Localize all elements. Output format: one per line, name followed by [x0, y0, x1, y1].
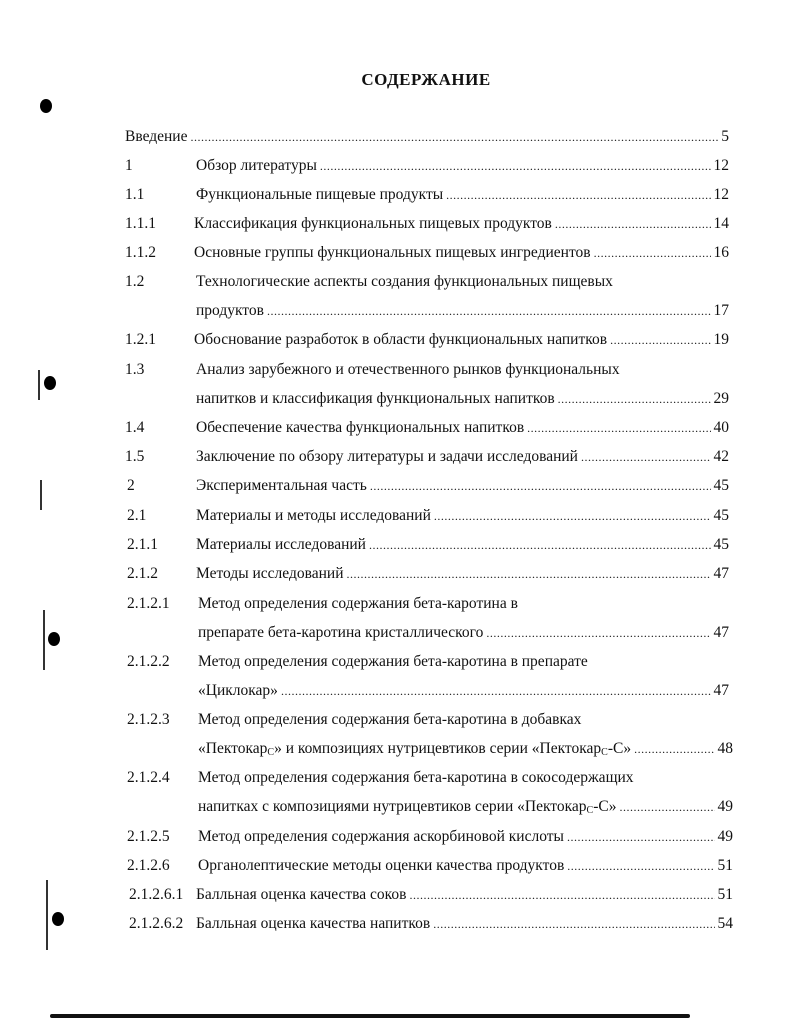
- toc-page-number: 29: [713, 390, 729, 407]
- toc-entry-title: Основные группы функциональных пищевых ингредиентов: [194, 244, 591, 261]
- toc-page-number: 17: [713, 302, 729, 319]
- toc-section-number: 2.1.2.3: [127, 711, 170, 728]
- dot-leader: [486, 622, 710, 644]
- toc-section-number: 1.1: [125, 186, 145, 203]
- toc-page-number: 47: [713, 624, 729, 641]
- dot-leader: [434, 505, 711, 527]
- toc-page-number: 16: [713, 244, 729, 261]
- toc-page-number: 12: [713, 157, 729, 174]
- toc-section-number: 2.1.2.6.2: [129, 915, 184, 932]
- toc-page-number: 45: [713, 507, 729, 524]
- dot-leader: [527, 417, 710, 439]
- toc-page-number: 54: [717, 915, 733, 932]
- toc-page-number: 42: [713, 448, 729, 465]
- toc-page-number: 5: [721, 128, 729, 145]
- dot-leader: [267, 300, 711, 322]
- toc-entry: [0, 563, 798, 585]
- toc-entry-title: Материалы исследований: [196, 536, 366, 553]
- toc-section-number: 2.1.2.4: [127, 769, 170, 786]
- toc-entry-title: «Циклокар»: [198, 682, 278, 699]
- toc-entry: [0, 855, 798, 877]
- toc-entry-title: Обоснование разработок в области функциональных напитков: [194, 331, 608, 348]
- scan-bottom-line: [50, 1014, 690, 1018]
- toc-entry-title: Метод определения содержания бета-каротина в препарате: [198, 653, 588, 670]
- toc-section-number: 2.1.2.5: [127, 828, 170, 845]
- dot-leader: [409, 884, 714, 906]
- toc-entry-title: Метод определения содержания бета-каротина в: [198, 595, 518, 612]
- toc-entry: [0, 242, 798, 264]
- toc-entry-continuation: [0, 388, 798, 410]
- toc-entry: [0, 417, 798, 439]
- toc-entry-title: Метод определения содержания бета-каротина в сокосодержащих: [198, 769, 634, 786]
- toc-page-number: 47: [713, 565, 729, 582]
- toc-entry-title: Заключение по обзору литературы и задачи исследований: [196, 448, 578, 465]
- toc-entry-continuation: [0, 738, 798, 760]
- toc-entry-title: Функциональные пищевые продукты: [196, 186, 444, 203]
- toc-section-number: 2.1.2.6: [127, 857, 170, 874]
- dot-leader: [619, 796, 714, 818]
- toc-entry: [0, 271, 798, 293]
- toc-page-number: 14: [713, 215, 729, 232]
- toc-section-number: 1.4: [125, 419, 145, 436]
- dot-leader: [610, 329, 710, 351]
- toc-entry-title: Балльная оценка качества напитков: [196, 915, 431, 932]
- dot-leader: [558, 388, 711, 410]
- toc-page-number: 45: [713, 477, 729, 494]
- toc-entry-continuation: [0, 622, 798, 644]
- toc-section-number: 2.1.2: [127, 565, 158, 582]
- toc-entry-title: напитков и классификация функциональных напитков: [196, 390, 555, 407]
- page-title: СОДЕРЖАНИЕ: [361, 70, 491, 89]
- toc-entry-continuation: [0, 300, 798, 322]
- toc-section-number: 2.1.2.1: [127, 595, 170, 612]
- toc-entry: [0, 826, 798, 848]
- punch-hole-mark: [40, 99, 52, 113]
- toc-entry: [0, 505, 798, 527]
- toc-page-number: 45: [713, 536, 729, 553]
- toc-page-number: 51: [717, 886, 733, 903]
- toc-entry-title: Обеспечение качества функциональных напитков: [196, 419, 525, 436]
- toc-page-number: 19: [713, 331, 729, 348]
- toc-entry: [0, 213, 798, 235]
- toc-section-number: 2.1.2.2: [127, 653, 170, 670]
- toc-entry: [0, 359, 798, 381]
- toc-entry: [0, 767, 798, 789]
- dot-leader: [446, 184, 710, 206]
- toc-section-number: 1.1.1: [125, 215, 156, 232]
- toc-entry: [0, 329, 798, 351]
- dot-leader: [581, 446, 711, 468]
- dot-leader: [634, 738, 714, 760]
- toc-entry: [0, 184, 798, 206]
- toc-entry-title: Метод определения содержания бета-каротина в добавках: [198, 711, 582, 728]
- toc-entry-intro: [0, 126, 798, 148]
- toc-entry: [0, 593, 798, 615]
- toc-entry: [0, 446, 798, 468]
- dot-leader: [281, 680, 711, 702]
- toc-entry-title: напитках с композициями нутрицевтиков серии «Пектокар$_C$-С»: [198, 798, 617, 816]
- toc-entry-title: Анализ зарубежного и отечественного рынков функциональных: [196, 361, 620, 378]
- toc-entry: [0, 651, 798, 673]
- toc-page-number: 49: [717, 798, 733, 815]
- toc-section-number: 1.3: [125, 361, 145, 378]
- toc-section-number: 1.2.1: [125, 331, 156, 348]
- toc-entry-title: «Пектокар$_C$» и композициях нутрицевтиков серии «Пектокар$_C$-С»: [198, 740, 632, 758]
- toc-entry-title: Классификация функциональных пищевых продуктов: [194, 215, 552, 232]
- toc-entry-title: Обзор литературы: [196, 157, 317, 174]
- dot-leader: [369, 534, 711, 556]
- toc-section-number: 2.1: [127, 507, 147, 524]
- toc-entry-continuation: [0, 680, 798, 702]
- toc-entry-title: Экспериментальная часть: [196, 477, 367, 494]
- toc-entry: [0, 709, 798, 731]
- dot-leader: [555, 213, 711, 235]
- dot-leader: [190, 126, 718, 148]
- toc-section-number: 1: [125, 157, 133, 174]
- toc-entry-title: Введение: [125, 128, 188, 145]
- toc-section-number: 1.1.2: [125, 244, 156, 261]
- toc-entry: [0, 475, 798, 497]
- toc-entry-title: Органолептические методы оценки качества продуктов: [198, 857, 565, 874]
- toc-page-number: 51: [717, 857, 733, 874]
- toc-entry: [0, 913, 798, 935]
- toc-section-number: 2.1.2.6.1: [129, 886, 184, 903]
- toc-section-number: 2: [127, 477, 135, 494]
- dot-leader: [347, 563, 711, 585]
- toc-entry-title: Материалы и методы исследований: [196, 507, 431, 524]
- toc-section-number: 1.2: [125, 273, 145, 290]
- toc-entry-continuation: [0, 796, 798, 818]
- toc-entry-title: препарате бета-каротина кристаллического: [198, 624, 484, 641]
- toc-entry-title: Балльная оценка качества соков: [196, 886, 407, 903]
- toc-entry-title: Метод определения содержания аскорбиновой кислоты: [198, 828, 564, 845]
- toc-entry: [0, 155, 798, 177]
- toc-page-number: 47: [713, 682, 729, 699]
- toc-page-number: 48: [717, 740, 733, 757]
- toc-section-number: 2.1.1: [127, 536, 158, 553]
- dot-leader: [567, 826, 715, 848]
- toc-section-number: 1.5: [125, 448, 145, 465]
- dot-leader: [594, 242, 711, 264]
- toc-page-number: 12: [713, 186, 729, 203]
- toc-entry-title: продуктов: [196, 302, 264, 319]
- dot-leader: [320, 155, 711, 177]
- toc-entry: [0, 884, 798, 906]
- dot-leader: [567, 855, 714, 877]
- toc-entry-title: Методы исследований: [196, 565, 344, 582]
- toc-page-number: 49: [717, 828, 733, 845]
- dot-leader: [370, 475, 711, 497]
- dot-leader: [433, 913, 714, 935]
- toc-entry-title: Технологические аспекты создания функциональных пищевых: [196, 273, 613, 290]
- toc-entry: [0, 534, 798, 556]
- toc-page-number: 40: [713, 419, 729, 436]
